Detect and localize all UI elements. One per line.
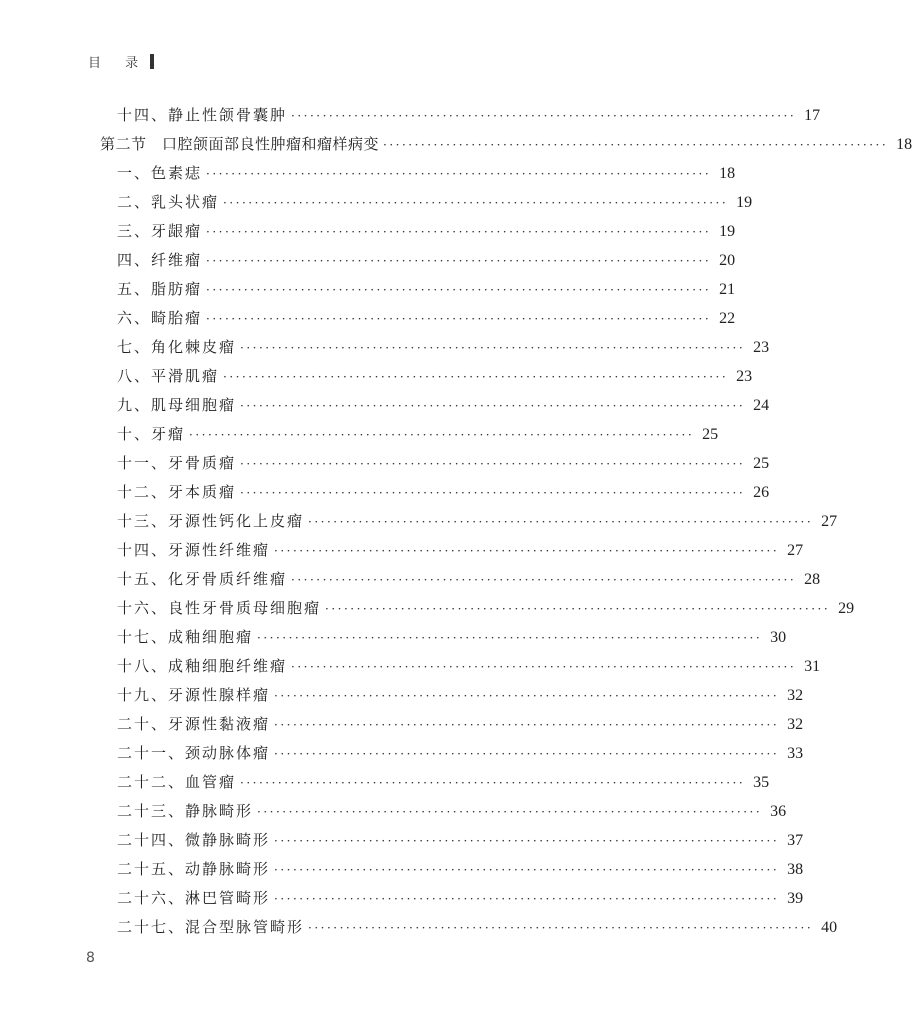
toc-leader-dots: ················································································ [240,486,746,500]
toc-leader-dots: ················································································ [291,660,797,674]
toc-entry-page: 25 [753,455,770,472]
toc-entry[interactable] [100,336,770,365]
toc-leader-dots: ················································································ [206,167,712,181]
toc-entry-page: 20 [719,252,736,269]
running-header [88,52,154,71]
toc-entry-title: 二十一、颈动脉体瘤 [117,744,271,762]
toc-leader-dots: ················································································ [383,138,889,152]
toc-entry-page: 32 [787,716,804,733]
toc-entry-title: 十五、化牙骨质纤维瘤 [117,570,288,588]
toc-entry-title: 二十四、微静脉畸形 [117,831,271,849]
toc-entry[interactable] [100,365,753,394]
toc-leader-dots: ················································································ [206,225,712,239]
toc-entry-title: 十二、牙本质瘤 [117,483,237,501]
toc-entry-page: 31 [804,658,821,675]
toc-entry[interactable] [100,104,821,133]
toc-entry[interactable] [100,162,736,191]
toc-entry[interactable] [100,713,804,742]
toc-entry[interactable] [100,278,736,307]
toc-entry-page: 27 [821,513,838,530]
toc-entry[interactable] [100,220,736,249]
toc-entry[interactable] [100,887,804,916]
toc-entry-page: 38 [787,861,804,878]
toc-leader-dots: ················································································ [206,283,712,297]
toc-entry[interactable] [100,568,821,597]
page-number: 8 [86,950,95,966]
toc-entry[interactable] [100,655,821,684]
toc-entry[interactable] [100,481,770,510]
toc-entry-page: 35 [753,774,770,791]
toc-leader-dots: ················································································ [274,747,780,761]
toc-entry-page: 36 [770,803,787,820]
toc-entry-page: 23 [753,339,770,356]
toc-entry-page: 28 [804,571,821,588]
toc-entry-title: 十三、牙源性钙化上皮瘤 [117,512,305,530]
toc-entry-title: 十四、牙源性纤维瘤 [117,541,271,559]
toc-entry[interactable] [100,626,787,655]
toc-entry-title: 二十、牙源性黏液瘤 [117,715,271,733]
toc-leader-dots: ················································································ [325,602,831,616]
toc-entry-page: 18 [719,165,736,182]
toc-entry-title: 第二节 口腔颌面部良性肿瘤和瘤样病变 [100,135,380,153]
toc-entry[interactable] [100,916,838,945]
toc-entry-page: 23 [736,368,753,385]
toc-entry-page: 21 [719,281,736,298]
toc-entry-page: 39 [787,890,804,907]
toc-leader-dots: ················································································ [274,544,780,558]
toc-entry[interactable] [100,684,804,713]
toc-entry-title: 九、肌母细胞瘤 [117,396,237,414]
toc-leader-dots: ················································································ [274,863,780,877]
toc-entry[interactable] [100,829,804,858]
toc-entry[interactable] [100,307,736,336]
toc-entry-title: 十四、静止性颌骨囊肿 [117,106,288,124]
toc-leader-dots: ················································································ [274,718,780,732]
toc-entry-title: 十八、成釉细胞纤维瘤 [117,657,288,675]
toc-entry-title: 十、牙瘤 [117,425,186,443]
toc-entry-title: 七、角化棘皮瘤 [117,338,237,356]
toc-entry-title: 二十三、静脉畸形 [117,802,254,820]
toc-entry-page: 30 [770,629,787,646]
toc-leader-dots: ················································································ [223,196,729,210]
toc-leader-dots: ················································································ [274,834,780,848]
toc-entry-page: 19 [736,194,753,211]
toc-entry-title: 八、平滑肌瘤 [117,367,220,385]
toc-entry-title: 五、脂肪瘤 [117,280,203,298]
toc-entry[interactable] [100,858,804,887]
toc-leader-dots: ················································································ [257,805,763,819]
toc-leader-dots: ················································································ [308,515,814,529]
toc-entry[interactable] [100,191,753,220]
toc-leader-dots: ················································································ [206,312,712,326]
header-bar-mark [150,54,154,69]
toc-leader-dots: ················································································ [189,428,695,442]
toc-entry[interactable] [100,539,804,568]
toc-entry-page: 32 [787,687,804,704]
toc-entry[interactable] [100,771,770,800]
toc-leader-dots: ················································································ [257,631,763,645]
toc-entry[interactable] [100,249,736,278]
toc-entry[interactable] [100,597,855,626]
header-title: 目 录 [88,56,149,71]
toc-entry-page: 19 [719,223,736,240]
toc-entry[interactable] [100,394,770,423]
toc-entry-page: 27 [787,542,804,559]
toc-entry-title: 二十六、淋巴管畸形 [117,889,271,907]
toc-leader-dots: ················································································ [291,573,797,587]
toc-entry[interactable] [100,800,787,829]
toc-section-entry[interactable] [100,133,912,162]
toc-entry-page: 33 [787,745,804,762]
toc-leader-dots: ················································································ [274,892,780,906]
toc-leader-dots: ················································································ [274,689,780,703]
toc-entry-page: 25 [702,426,719,443]
toc-entry-title: 二十五、动静脉畸形 [117,860,271,878]
toc-entry-title: 二十二、血管瘤 [117,773,237,791]
toc-leader-dots: ················································································ [223,370,729,384]
toc-entry[interactable] [100,742,804,771]
toc-entry-page: 17 [804,107,821,124]
toc-entry-title: 一、色素痣 [117,164,203,182]
toc-entry-title: 十七、成釉细胞瘤 [117,628,254,646]
toc-entry-title: 十九、牙源性腺样瘤 [117,686,271,704]
toc-entry-page: 26 [753,484,770,501]
toc-leader-dots: ················································································ [240,457,746,471]
toc-leader-dots: ················································································ [240,341,746,355]
toc-entry-title: 十一、牙骨质瘤 [117,454,237,472]
toc-entry[interactable] [100,452,770,481]
toc-entry-title: 六、畸胎瘤 [117,309,203,327]
toc-entry-page: 18 [896,136,912,153]
toc-entry-page: 29 [838,600,855,617]
toc-entry[interactable] [100,510,838,539]
toc-leader-dots: ················································································ [206,254,712,268]
toc-entry[interactable] [100,423,719,452]
toc-entry-page: 37 [787,832,804,849]
toc-leader-dots: ················································································ [291,109,797,123]
toc-entry-title: 二、乳头状瘤 [117,193,220,211]
toc-leader-dots: ················································································ [308,921,814,935]
toc-entry-page: 22 [719,310,736,327]
toc-entry-page: 40 [821,919,838,936]
toc-leader-dots: ················································································ [240,776,746,790]
toc-entry-title: 三、牙龈瘤 [117,222,203,240]
toc-entry-title: 十六、良性牙骨质母细胞瘤 [117,599,322,617]
toc-leader-dots: ················································································ [240,399,746,413]
toc-entry-page: 24 [753,397,770,414]
table-of-contents [100,104,912,945]
toc-entry-title: 四、纤维瘤 [117,251,203,269]
toc-entry-title: 二十七、混合型脉管畸形 [117,918,305,936]
